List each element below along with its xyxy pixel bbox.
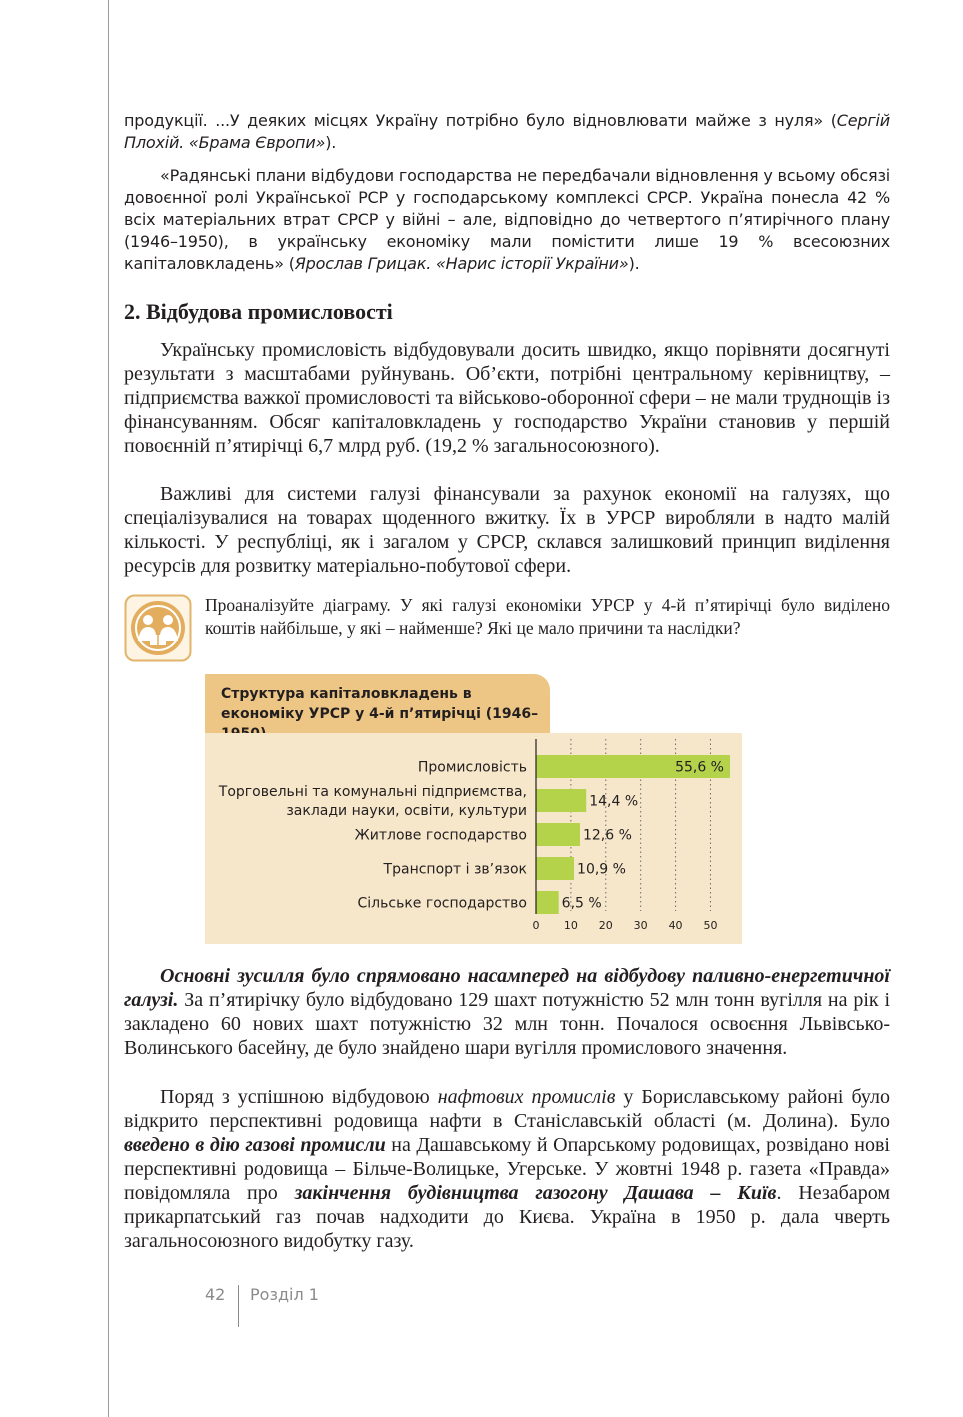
intro-text-1: продукції. ...У деяких місцях Україну потрібно було відновлювати майже з нуля» ( xyxy=(124,111,837,130)
category-label-3: Транспорт і зв’язок xyxy=(383,861,527,878)
bar-1 xyxy=(536,789,586,812)
intro-text-2: «Радянські плани відбудови господарства не передбачали відновлення у всьому обсязі довоєнної ролі Української РСР у господарському комплексі СРСР. Україна понесла 42 % всіх матеріальних втрат СРСР у війні – але, відповідно до четвертого п’ятирічного плану (1946–1950), в українську економіку мали помістити лише 19 % всесоюзних капіталовкладень» ( xyxy=(124,166,890,273)
category-label-1-line-1: заклади науки, освіти, культури xyxy=(286,803,527,819)
bar-2 xyxy=(536,823,580,846)
after-emphasis-3: закінчення будівництва газогону Дашава – Київ xyxy=(294,1182,777,1204)
footer-separator xyxy=(238,1285,239,1327)
chart-header xyxy=(205,674,550,733)
category-label-4: Сільське господарство xyxy=(357,895,527,912)
chart-panel xyxy=(205,733,742,944)
category-label-0: Промисловість xyxy=(417,759,527,776)
x-tick-label-20: 20 xyxy=(598,919,613,932)
x-tick-label-30: 30 xyxy=(633,919,648,932)
x-tick-label-40: 40 xyxy=(668,919,683,932)
after-paragraph-1: Основні зусилля було спрямовано насамперед на відбудову паливно-енергетичної галузі. За п’ятирічку було відбудовано 129 шахт потужністю 52 млн тонн вугілля на рік і закладено 60 нових шахт потужністю 32 млн тонн. Почалося освоєння Львівсько-Волинського басейну, де було знайдено шари вугілля промислового значення. xyxy=(124,965,890,1059)
category-label-2: Житлове господарство xyxy=(354,827,527,844)
intro-citation-2: Ярослав Грицак. «Нарис історії України» xyxy=(294,254,629,273)
chart-title: Структура капіталовкладень в економіку УРСР у 4-й п’ятирічці (1946– xyxy=(221,686,539,722)
section-paragraph-1: Українську промисловість відбудовували досить швидко, якщо порівняти досягнуті результати з масштабами руйнувань. Об’єкти, потрібні центральному керівництву, – підприємства важкої промисловості та військово-оборонної сфери – не мали труднощів із фінансуванням. Обсяг капіталовкладень у господарство України становив у першій повоєнній п’ятирічці 6,7 млрд руб. (19,2 % загальносоюзного). xyxy=(124,339,890,457)
x-tick-label-0: 0 xyxy=(532,919,540,932)
category-label-1-line-0: Торговельні та комунальні підприємства, xyxy=(218,784,527,800)
section-paragraph-2: Важливі для системи галузі фінансували за рахунок економії на галузях, що спеціалізувалися на товарах щоденного вжитку. Їх в УРСР виробляли в надто малій кількості. У республіці, як і загалом у СРСР, склався залишковий принцип виділення ресурсів для розвитку матеріально-побутової сфери. xyxy=(124,483,890,577)
value-label-0: 55,6 % xyxy=(675,759,724,776)
bar-chart xyxy=(205,733,742,944)
x-tick-label-50: 50 xyxy=(703,919,718,932)
footer-section: Розділ 1 xyxy=(250,1285,319,1304)
page-margin-line xyxy=(108,0,109,1417)
x-tick-label-10: 10 xyxy=(563,919,578,932)
intro-paragraph-2: «Радянські плани відбудови господарства не передбачали відновлення у всьому обсязі довоєнної ролі Української РСР у господарському комплексі СРСР. Україна понесла 42 % всіх матеріальних втрат СРСР у війні – але, відповідно до четвертого п’ятирічного плану (1946–1950), в українську економіку мали помістити лише 19 % всесоюзних капіталовкладень» (Ярослав Грицак. «Нарис історії України»). xyxy=(124,166,890,273)
page-number: 42 xyxy=(205,1285,226,1304)
after-italic-1: нафтових промислів xyxy=(437,1086,616,1108)
intro-citation-1: Сергій Плохій. «Брама Європи» xyxy=(124,111,890,152)
section-heading: 2. Відбудова промисловості xyxy=(124,299,393,324)
after-paragraph-2: Поряд з успішною відбудовою нафтових промислів у Бориславському районі було відкрито перспективні родовища нафти в Станіславській області (м. Долина). Було введено в дію газові промисли на Дашавському й Опарському родовищах, розвідано нові перспективні родовища – Більче-Волицьке, Угерське. У жовтні 1948 р. газета «Правда» повідомляла про закінчення будівництва газогону Дашава – Київ. Незабаром прикарпатський газ почав надходити до Києва. Україна в 1950 р. дала чверть загальносоюзного видобутку газу. xyxy=(124,1086,891,1252)
after-emphasis-2: введено в дію газові промисли xyxy=(124,1134,386,1156)
bar-4 xyxy=(536,891,559,914)
after-emphasis-1: Основні зусилля було спрямовано насамперед на відбудову паливно-енергетичної галузі. xyxy=(124,965,890,1011)
value-label-4: 6,5 % xyxy=(561,895,602,912)
value-label-1: 14,4 % xyxy=(589,793,639,810)
value-label-2: 12,6 % xyxy=(582,827,632,844)
task-text: Проаналізуйте діаграму. У які галузі економіки УРСР у 4-й п’ятирічці було виділено коштів найбільше, у які – найменше? Які це мало причини та наслідки? xyxy=(205,595,890,638)
analysis-task-icon xyxy=(124,594,192,662)
bar-3 xyxy=(536,857,574,880)
value-label-3: 10,9 % xyxy=(577,861,626,878)
intro-paragraph-1: продукції. ...У деяких місцях Україну потрібно було відновлювати майже з нуля» (Сергій Плохій. «Брама Європи»). xyxy=(124,111,890,152)
